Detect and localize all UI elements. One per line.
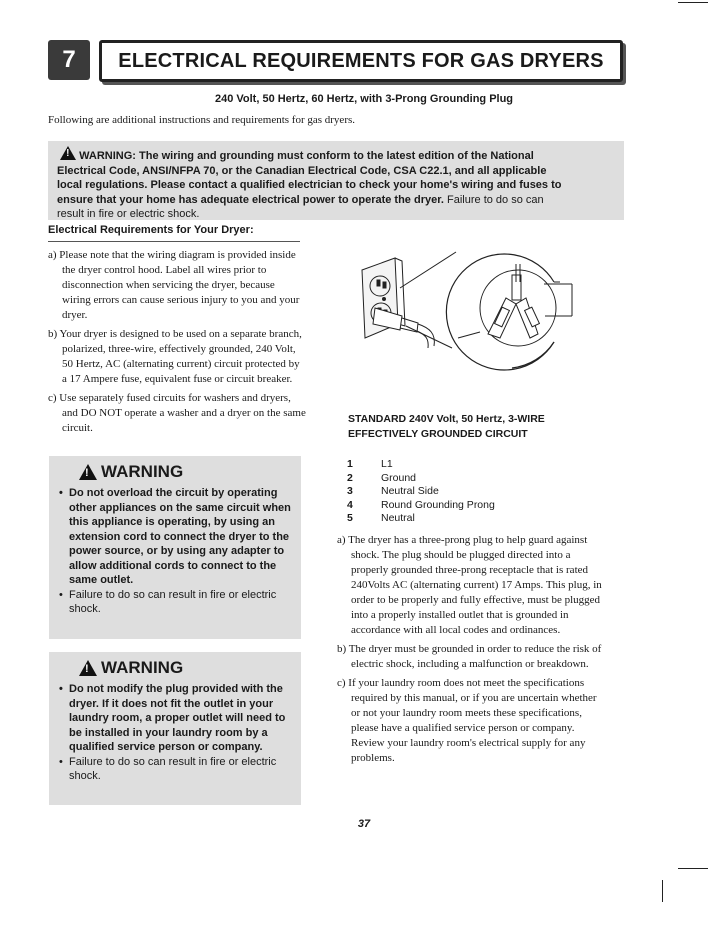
- page-number: 37: [357, 818, 371, 830]
- crop-mark-bottom-right-h: [678, 868, 708, 869]
- warning-box-plug: [49, 652, 301, 805]
- page-subtitle: 240 Volt, 50 Hertz, 60 Hertz, with 3-Prong Grounding Plug: [214, 93, 514, 105]
- section-number-badge: 7: [48, 40, 90, 80]
- legend-label: L1: [381, 458, 393, 470]
- legend-label: Neutral Side: [381, 485, 439, 497]
- warning-triangle-icon: [79, 660, 97, 676]
- list-item: a) Please note that the wiring diagram is provided inside the dryer control hood. Label all wires prior to disconnection when servicing the dryer, because wiring errors can cause serious injury to you and your dryer.: [48, 249, 300, 321]
- top-warning-line-4: ensure that your home has adequate electrical power to operate the dryer.: [57, 193, 444, 206]
- list-item: c) If your laundry room does not meet the specifications required by this manual, or if you are uncertain whether or not your laundry room meets these specifications, please have a qualified service person or company.: [337, 677, 597, 734]
- list-item: b) Your dryer is designed to be used on a separate branch, polarized, three-wire, effectively grounded, 240 Volt, 50 Hertz, AC (alternating current) circuit protected by a 17 Ampere fuse, equivalent fuse or circuit breaker.: [48, 328, 302, 385]
- diagram-caption-line-2: EFFECTIVELY GROUNDED CIRCUIT: [348, 428, 528, 440]
- legend-number: 2: [347, 471, 353, 484]
- legend-row: [347, 512, 495, 526]
- warning-box-title: WARNING: [101, 461, 184, 481]
- legend-number: 1: [347, 458, 353, 470]
- top-warning-box: [48, 141, 624, 220]
- legend-number: 3: [347, 485, 353, 497]
- legend-label: Ground: [381, 471, 417, 484]
- warning-box-title: WARNING: [101, 657, 184, 677]
- electrical-requirements-heading: Electrical Requirements for Your Dryer:: [48, 224, 254, 236]
- crop-mark-top-right: [678, 2, 708, 3]
- legend-row: [347, 499, 495, 513]
- legend-number: 5: [347, 512, 353, 524]
- legend-label: Round Grounding Prong: [381, 498, 495, 511]
- warning-bullet: • Failure to do so can result in fire or electric shock.: [59, 588, 295, 617]
- list-item: c) Use separately fused circuits for washers and dryers, and DO NOT operate a washer and a dryer on the same circuit.: [48, 392, 306, 434]
- top-warning-line-2: Electrical Code, ANSI/NFPA 70, or the Canadian Electrical Code, CSA C22.1, and all applicable: [57, 164, 547, 177]
- diagram-caption: [348, 412, 545, 442]
- top-warning-line-5: Failure to do so can: [447, 193, 544, 206]
- warning-bullet: • Failure to do so can result in fire or electric shock.: [59, 755, 295, 784]
- intro-text: Following are additional instructions and requirements for gas dryers.: [48, 114, 356, 126]
- legend-number: 4: [347, 498, 353, 511]
- top-warning-line-1: WARNING: The wiring and grounding must conform to the latest edition of the National: [79, 150, 534, 162]
- right-requirements-list: [337, 533, 605, 770]
- left-requirements-list: [48, 248, 306, 440]
- crop-mark-bottom-right-v: [662, 880, 663, 902]
- warning-triangle-icon: [79, 464, 97, 480]
- list-item: b) The dryer must be grounded in order to reduce the risk of electric shock, including a malfunction or breakdown.: [337, 643, 602, 670]
- page-title: ELECTRICAL REQUIREMENTS FOR GAS DRYERS: [99, 40, 623, 82]
- magnified-outlet-view: [446, 254, 572, 370]
- list-item: a) The dryer has a three-prong plug to help guard against shock. The plug should be plugged directed into a properly grounded three-prong receptacle that is rated 240Volts AC (alternating current) 17 Amps. This plug, in order to be properly and fully effective, must be plugged into a properly installed outlet that is grounded in accordance with all local codes and ordinances.: [337, 534, 602, 636]
- outlet-plug-diagram: [340, 238, 610, 408]
- top-warning-line-6: result in fire or electric shock.: [57, 208, 200, 220]
- diagram-legend: [347, 458, 495, 526]
- list-item-continued: Review your laundry room's electrical supply for any problems.: [351, 737, 586, 764]
- warning-bullet: • Do not overload the circuit by operating other appliances on the same circuit when this appliance is operating, by using an extension cord to connect the dryer to the power source, or by using any adapter to allow additional cords to connect to the same outlet.: [59, 486, 295, 588]
- heading-divider: [48, 241, 300, 242]
- diagram-caption-line-1: STANDARD 240V Volt, 50 Hertz, 3-WIRE: [348, 413, 545, 425]
- legend-row: [347, 472, 495, 486]
- warning-triangle-icon: [60, 146, 76, 160]
- legend-label: Neutral: [381, 512, 415, 524]
- warning-box-overload: [49, 456, 301, 639]
- legend-row: [347, 458, 495, 472]
- top-warning-line-3: local regulations. Please contact a qualified electrician to check your home's wiring and fuses to: [57, 179, 562, 191]
- warning-bullet: • Do not modify the plug provided with the dryer. If it does not fit the outlet in your laundry room, a proper outlet will need to be installed in your laundry room by a qualified service person or company.: [59, 682, 295, 755]
- legend-row: [347, 485, 495, 499]
